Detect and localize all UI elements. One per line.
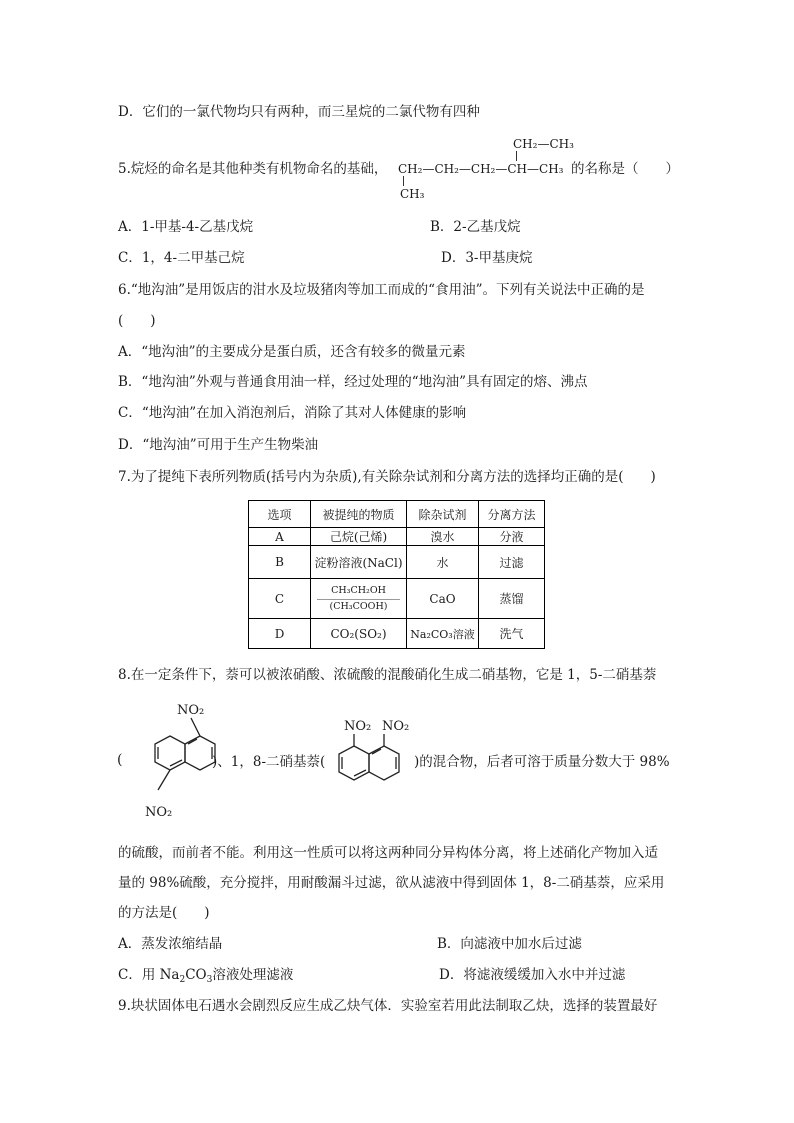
substance-line: CH₃CH₂OH	[331, 585, 386, 596]
q9-stem: 9.块状固体电石遇水会剧烈反应生成乙炔气体．实验室若用此法制取乙炔，选择的装置最好	[118, 998, 658, 1014]
q8-option-c-part: CO	[185, 967, 207, 983]
table-cell: 分液	[479, 528, 545, 546]
q5-stem-suffix: 的名称是（ ）	[571, 161, 679, 177]
q8-text-tail: )的混合物，后者可溶于质量分数大于 98%	[414, 754, 670, 770]
header-cell: 被提纯的物质	[311, 501, 407, 528]
q8-option-c-part: C．用 Na	[118, 967, 180, 983]
q5-option-b: B．2-乙基戊烷	[430, 219, 521, 235]
table-cell: 过滤	[479, 546, 545, 579]
table-row	[249, 579, 545, 619]
q8-option-c	[118, 965, 293, 990]
q8-line5: 的方法是( )	[118, 905, 210, 921]
header-cell: 除杂试剂	[407, 501, 479, 528]
q6-option-d: D．“地沟油”可用于生产生物柴油	[118, 437, 319, 453]
q5-option-c: C．1，4-二甲基己烷	[118, 250, 245, 266]
table-cell: D	[249, 619, 311, 649]
table-row	[249, 619, 545, 649]
q5-bond-up	[516, 151, 517, 161]
table-cell: CO₂(SO₂)	[311, 619, 407, 649]
header-cell: 分离方法	[479, 501, 545, 528]
q8-option-c-part: 溶液处理滤液	[212, 967, 294, 983]
q7-stem: 7.为了提纯下表所列物质(括号内为杂质),有关除杂试剂和分离方法的选择均正确的是( )	[118, 469, 656, 485]
table-row	[249, 546, 545, 579]
q8-line4: 量的 98%硫酸，充分搅拌，用耐酸漏斗过滤，欲从滤液中得到固体 1，8-二硝基萘，应采用	[118, 875, 665, 891]
q7-table	[248, 500, 545, 649]
q5-option-a: A．1-甲基-4-乙基戊烷	[118, 219, 254, 235]
header-cell: 选项	[249, 501, 311, 528]
q5-formula-methyl: CH₃	[400, 187, 425, 201]
q6-stem-paren: ( )	[118, 313, 156, 329]
q5-bond-down	[403, 176, 404, 186]
no2-label-15-top: NO₂	[177, 703, 205, 718]
table-cell: 淀粉溶液(NaCl)	[311, 546, 407, 579]
q8-text-mid: )、1，8-二硝基萘(	[212, 754, 326, 770]
no2-label-18-left: NO₂	[344, 719, 372, 734]
q5-option-d: D．3-甲基庚烷	[441, 250, 533, 266]
table-cell: B	[249, 546, 311, 579]
q8-option-d: D．将滤液缓缓加入水中并过滤	[439, 967, 626, 983]
table-cell: C	[249, 579, 311, 619]
table-cell: 蒸馏	[479, 579, 545, 619]
q8-option-c-part: 2	[179, 975, 186, 985]
table-cell: A	[249, 528, 311, 546]
q8-option-a: A．蒸发浓缩结晶	[118, 936, 223, 952]
table-row	[249, 528, 545, 546]
table-header-row	[249, 501, 545, 528]
q4-option-d: D．它们的一氯代物均只有两种，而三星烷的二氯代物有四种	[118, 104, 480, 120]
substance-line: (CH₃COOH)	[317, 599, 400, 613]
q8-option-b: B．向滤液中加水后过滤	[437, 936, 582, 952]
q8-stem: 8.在一定条件下，萘可以被浓硝酸、浓硫酸的混酸硝化生成二硝基物，它是 1，5-二硝基萘	[118, 667, 657, 683]
no2-label-15-bottom: NO₂	[145, 805, 173, 820]
table-cell: CaO	[407, 579, 479, 619]
q6-stem: 6.“地沟油”是用饭店的泔水及垃圾猪肉等加工而成的“食用油”。下列有关说法中正确的是	[118, 282, 645, 298]
q5-formula-main: CH₂—CH₂—CH₂—CH—CH₃	[398, 162, 564, 176]
table-cell: 水	[407, 546, 479, 579]
no2-label-18-right: NO₂	[382, 719, 410, 734]
table-cell	[311, 579, 407, 619]
dinitronaphthalene-18-structure	[334, 738, 414, 808]
q5-formula-branch: CH₂—CH₃	[513, 137, 574, 151]
q8-option-c-part: 3	[206, 975, 213, 985]
dinitronaphthalene-15-structure	[135, 718, 215, 808]
table-cell: Na₂CO₃溶液	[407, 619, 479, 649]
q8-line3: 的硫酸，而前者不能。利用这一性质可以将这两种同分异构体分离，将上述硝化产物加入适	[118, 845, 658, 861]
q8-paren-open: (	[117, 752, 123, 768]
table-cell: 溴水	[407, 528, 479, 546]
table-cell: 己烷(己烯)	[311, 528, 407, 546]
table-cell: 洗气	[479, 619, 545, 649]
q5-stem-prefix: 5.烷烃的命名是其他种类有机物命名的基础，	[118, 161, 388, 177]
q6-option-c: C．“地沟油”在加入消泡剂后，消除了其对人体健康的影响	[118, 405, 467, 421]
q6-option-a: A．“地沟油”的主要成分是蛋白质，还含有较多的微量元素	[118, 344, 466, 360]
q6-option-b: B．“地沟油”外观与普通食用油一样，经过处理的“地沟油”具有固定的熔、沸点	[118, 374, 588, 390]
